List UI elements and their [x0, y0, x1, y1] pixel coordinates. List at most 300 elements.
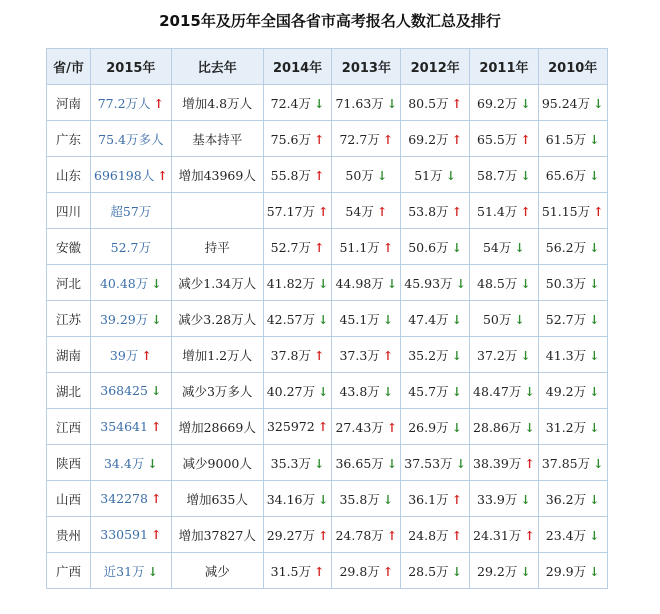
value-2015-cell — [91, 301, 172, 337]
province-cell: 河南 — [47, 85, 91, 121]
arrow-down-icon: ↓ — [520, 563, 531, 579]
value-2015-cell-value: 342278 — [100, 491, 148, 506]
arrow-down-icon: ↓ — [593, 455, 604, 471]
change-cell: 减少9000人 — [171, 445, 263, 481]
arrow-down-icon: ↓ — [589, 275, 600, 291]
province-cell: 湖南 — [47, 337, 91, 373]
value-2015-cell-value: 330591 — [100, 527, 148, 542]
value-2014-cell — [263, 85, 332, 121]
value-2013-cell — [332, 85, 401, 121]
province-cell: 山西 — [47, 481, 91, 517]
change-cell: 增加4.8万人 — [171, 85, 263, 121]
value-2013-cell — [332, 481, 401, 517]
arrow-up-icon: ↑ — [153, 95, 165, 111]
value-2011-cell-value: 33.9万 — [477, 491, 518, 507]
arrow-down-icon: ↓ — [318, 383, 329, 399]
arrow-down-icon: ↓ — [455, 275, 467, 291]
value-2011-cell — [470, 85, 539, 121]
arrow-up-icon: ↑ — [520, 131, 531, 147]
arrow-up-icon: ↑ — [524, 527, 535, 543]
arrow-up-icon: ↑ — [382, 239, 394, 255]
value-2013-cell — [332, 265, 401, 301]
value-2013-cell-value: 29.8万 — [339, 563, 380, 579]
arrow-down-icon: ↓ — [589, 563, 600, 579]
value-2014-cell — [263, 517, 332, 553]
value-2014-cell-value: 35.3万 — [270, 455, 312, 471]
value-2015-cell — [91, 445, 172, 481]
arrow-down-icon: ↓ — [382, 491, 394, 507]
value-2012-cell-value: 80.5万 — [408, 95, 449, 111]
value-2015-cell — [91, 481, 172, 517]
value-2012-cell-value: 35.2万 — [408, 347, 449, 363]
value-2013-cell — [332, 409, 401, 445]
value-2012-cell — [401, 373, 470, 409]
value-2015-cell — [91, 553, 172, 589]
value-2013-cell-value: 43.8万 — [339, 383, 380, 399]
value-2011-cell-value: 58.7万 — [477, 167, 518, 183]
value-2013-cell — [332, 301, 401, 337]
value-2011-cell-value: 69.2万 — [477, 95, 518, 111]
arrow-up-icon: ↑ — [150, 527, 162, 542]
value-2012-cell — [401, 85, 470, 121]
value-2010-cell-value: 23.4万 — [545, 527, 587, 543]
value-2010-cell-value: 41.3万 — [545, 347, 587, 363]
value-2010-cell-value: 31.2万 — [545, 419, 587, 435]
table-row — [47, 553, 608, 589]
value-2010-cell-value: 51.15万 — [541, 203, 591, 219]
value-2010-cell-value: 37.85万 — [541, 455, 591, 471]
value-2010-cell — [538, 517, 607, 553]
province-cell: 山东 — [47, 157, 91, 193]
arrow-down-icon: ↓ — [314, 95, 325, 111]
province-cell: 四川 — [47, 193, 91, 229]
arrow-up-icon: ↑ — [314, 347, 325, 363]
value-2014-cell-value: 325972 — [266, 419, 315, 434]
value-2012-cell — [401, 337, 470, 373]
arrow-down-icon: ↓ — [593, 95, 604, 111]
value-2011-cell — [470, 193, 539, 229]
header-change: 比去年 — [171, 49, 263, 85]
value-2015-cell — [91, 373, 172, 409]
value-2013-cell — [332, 229, 401, 265]
value-2010-cell — [538, 121, 607, 157]
value-2012-cell — [401, 121, 470, 157]
value-2011-cell — [470, 445, 539, 481]
arrow-up-icon: ↑ — [451, 203, 463, 219]
arrow-up-icon: ↑ — [382, 563, 394, 579]
province-cell: 安徽 — [47, 229, 91, 265]
table-row — [47, 517, 608, 553]
change-cell: 基本持平 — [171, 121, 263, 157]
arrow-down-icon: ↓ — [589, 167, 600, 183]
arrow-down-icon: ↓ — [382, 311, 394, 327]
value-2011-cell — [470, 481, 539, 517]
arrow-up-icon: ↑ — [382, 131, 394, 147]
table-row — [47, 373, 608, 409]
arrow-up-icon: ↑ — [451, 131, 463, 147]
arrow-up-icon: ↑ — [317, 419, 329, 434]
change-cell: 增加37827人 — [171, 517, 263, 553]
arrow-up-icon: ↑ — [157, 167, 168, 183]
value-2010-cell-value: 65.6万 — [545, 167, 587, 183]
arrow-down-icon: ↓ — [150, 383, 162, 398]
value-2014-cell-value: 55.8万 — [270, 167, 312, 183]
page-title: 2015年及历年全国各省市高考报名人数汇总及排行 — [159, 12, 501, 30]
value-2015-cell-value: 52.7万 — [110, 239, 152, 255]
value-2015-cell-value: 近31万 — [103, 563, 145, 579]
change-cell: 持平 — [171, 229, 263, 265]
value-2015-cell — [91, 265, 172, 301]
value-2013-cell-value: 72.7万 — [339, 131, 380, 147]
value-2013-cell — [332, 157, 401, 193]
arrow-down-icon: ↓ — [520, 95, 531, 111]
value-2014-cell-value: 41.82万 — [266, 275, 315, 291]
change-cell: 减少3万多人 — [171, 373, 263, 409]
value-2011-cell — [470, 121, 539, 157]
value-2015-cell — [91, 157, 172, 193]
value-2012-cell — [401, 409, 470, 445]
table-row — [47, 265, 608, 301]
table-row — [47, 229, 608, 265]
value-2011-cell — [470, 265, 539, 301]
value-2014-cell-value: 29.27万 — [266, 527, 315, 543]
value-2015-cell — [91, 409, 172, 445]
value-2010-cell-value: 29.9万 — [545, 563, 587, 579]
value-2010-cell-value: 36.2万 — [545, 491, 587, 507]
arrow-up-icon: ↑ — [451, 527, 463, 543]
value-2010-cell — [538, 157, 607, 193]
arrow-down-icon: ↓ — [445, 167, 457, 183]
value-2011-cell — [470, 337, 539, 373]
header-province: 省/市 — [47, 49, 91, 85]
arrow-up-icon: ↑ — [524, 455, 535, 471]
value-2010-cell-value: 50.3万 — [545, 275, 587, 291]
value-2010-cell — [538, 337, 607, 373]
value-2012-cell — [401, 301, 470, 337]
arrow-up-icon: ↑ — [150, 491, 162, 506]
value-2011-cell — [470, 157, 539, 193]
value-2013-cell — [332, 517, 401, 553]
value-2015-cell-value: 77.2万人 — [97, 95, 151, 111]
value-2011-cell-value: 51.4万 — [477, 203, 518, 219]
arrow-down-icon: ↓ — [589, 131, 600, 147]
value-2010-cell — [538, 85, 607, 121]
value-2011-cell-value: 54万 — [482, 239, 512, 255]
value-2014-cell-value: 42.57万 — [266, 311, 315, 327]
arrow-down-icon: ↓ — [524, 383, 535, 399]
arrow-up-icon: ↑ — [314, 167, 325, 183]
arrow-down-icon: ↓ — [451, 563, 463, 579]
value-2014-cell — [263, 121, 332, 157]
header-2014: 2014年 — [263, 49, 332, 85]
value-2014-cell — [263, 193, 332, 229]
arrow-up-icon: ↑ — [376, 203, 388, 219]
value-2010-cell-value: 95.24万 — [541, 95, 591, 111]
arrow-down-icon: ↓ — [524, 419, 535, 435]
value-2013-cell — [332, 193, 401, 229]
value-2013-cell-value: 50万 — [345, 167, 374, 183]
arrow-down-icon: ↓ — [151, 275, 162, 291]
arrow-down-icon: ↓ — [520, 347, 531, 363]
value-2013-cell-value: 71.63万 — [335, 95, 384, 111]
value-2015-cell — [91, 229, 172, 265]
ranking-table — [46, 48, 608, 589]
arrow-up-icon: ↑ — [318, 527, 329, 543]
arrow-down-icon: ↓ — [589, 239, 600, 255]
arrow-down-icon: ↓ — [589, 491, 600, 507]
arrow-down-icon: ↓ — [386, 455, 398, 471]
value-2014-cell — [263, 481, 332, 517]
value-2015-cell-value: 39万 — [109, 347, 139, 363]
value-2015-cell-value: 368425 — [100, 383, 148, 398]
value-2010-cell-value: 49.2万 — [545, 383, 587, 399]
arrow-up-icon: ↑ — [520, 203, 531, 219]
value-2015-cell-value: 354641 — [100, 419, 148, 434]
value-2014-cell-value: 52.7万 — [270, 239, 312, 255]
province-cell: 湖北 — [47, 373, 91, 409]
arrow-up-icon: ↑ — [141, 347, 152, 363]
value-2010-cell — [538, 553, 607, 589]
header-2015: 2015年 — [91, 49, 172, 85]
value-2014-cell-value: 31.5万 — [270, 563, 312, 579]
arrow-up-icon: ↑ — [318, 203, 329, 219]
value-2013-cell-value: 54万 — [345, 203, 374, 219]
arrow-up-icon: ↑ — [382, 347, 394, 363]
header-2013: 2013年 — [332, 49, 401, 85]
arrow-up-icon: ↑ — [314, 239, 325, 255]
header-row — [47, 49, 608, 85]
value-2015-cell — [91, 337, 172, 373]
value-2013-cell — [332, 121, 401, 157]
value-2012-cell-value: 28.5万 — [408, 563, 449, 579]
value-2014-cell — [263, 553, 332, 589]
arrow-down-icon: ↓ — [455, 455, 467, 471]
arrow-down-icon: ↓ — [589, 527, 600, 543]
value-2012-cell — [401, 229, 470, 265]
value-2011-cell-value: 48.47万 — [473, 383, 522, 399]
value-2010-cell — [538, 229, 607, 265]
arrow-down-icon: ↓ — [318, 275, 329, 291]
arrow-down-icon: ↓ — [318, 491, 329, 507]
arrow-down-icon: ↓ — [451, 311, 463, 327]
value-2011-cell-value: 38.39万 — [473, 455, 522, 471]
arrow-down-icon: ↓ — [386, 95, 398, 111]
value-2014-cell — [263, 373, 332, 409]
header-2012: 2012年 — [401, 49, 470, 85]
value-2013-cell-value: 35.8万 — [339, 491, 380, 507]
arrow-down-icon: ↓ — [382, 383, 394, 399]
value-2014-cell — [263, 409, 332, 445]
value-2015-cell-value: 75.4万多人 — [98, 131, 164, 147]
province-cell: 河北 — [47, 265, 91, 301]
value-2015-cell — [91, 517, 172, 553]
value-2010-cell-value: 56.2万 — [545, 239, 587, 255]
province-cell: 江苏 — [47, 301, 91, 337]
arrow-down-icon: ↓ — [376, 167, 388, 183]
arrow-down-icon: ↓ — [147, 563, 159, 579]
value-2012-cell — [401, 157, 470, 193]
value-2012-cell-value: 37.53万 — [404, 455, 453, 471]
value-2014-cell — [263, 301, 332, 337]
header-2011: 2011年 — [470, 49, 539, 85]
value-2010-cell — [538, 409, 607, 445]
table-row — [47, 121, 608, 157]
value-2013-cell-value: 51.1万 — [339, 239, 380, 255]
value-2010-cell — [538, 445, 607, 481]
value-2012-cell-value: 45.7万 — [408, 383, 449, 399]
table-row — [47, 157, 608, 193]
value-2014-cell — [263, 337, 332, 373]
value-2010-cell — [538, 265, 607, 301]
value-2012-cell — [401, 445, 470, 481]
arrow-up-icon: ↑ — [386, 419, 398, 435]
table-row — [47, 409, 608, 445]
value-2012-cell-value: 69.2万 — [408, 131, 449, 147]
value-2015-cell — [91, 193, 172, 229]
value-2012-cell — [401, 265, 470, 301]
arrow-down-icon: ↓ — [520, 491, 531, 507]
value-2013-cell-value: 37.3万 — [339, 347, 380, 363]
change-cell: 减少1.34万人 — [171, 265, 263, 301]
value-2010-cell-value: 61.5万 — [545, 131, 587, 147]
value-2011-cell — [470, 229, 539, 265]
value-2015-cell-value: 696198人 — [94, 167, 155, 183]
value-2013-cell-value: 27.43万 — [335, 419, 384, 435]
table-row — [47, 337, 608, 373]
province-cell: 陕西 — [47, 445, 91, 481]
value-2011-cell-value: 65.5万 — [477, 131, 518, 147]
value-2015-cell-value: 超57万 — [110, 203, 152, 219]
value-2012-cell-value: 45.93万 — [404, 275, 453, 291]
value-2013-cell-value: 45.1万 — [339, 311, 380, 327]
value-2014-cell — [263, 265, 332, 301]
value-2014-cell-value: 75.6万 — [270, 131, 312, 147]
arrow-down-icon: ↓ — [520, 275, 531, 291]
value-2012-cell-value: 26.9万 — [408, 419, 449, 435]
value-2013-cell — [332, 553, 401, 589]
arrow-down-icon: ↓ — [514, 239, 525, 255]
value-2015-cell — [91, 121, 172, 157]
province-cell: 广西 — [47, 553, 91, 589]
table-row — [47, 85, 608, 121]
value-2011-cell — [470, 373, 539, 409]
value-2014-cell-value: 72.4万 — [270, 95, 312, 111]
arrow-up-icon: ↑ — [451, 491, 463, 507]
arrow-down-icon: ↓ — [451, 419, 463, 435]
arrow-down-icon: ↓ — [314, 455, 325, 471]
value-2012-cell-value: 36.1万 — [408, 491, 449, 507]
value-2014-cell-value: 40.27万 — [266, 383, 315, 399]
value-2014-cell-value: 37.8万 — [270, 347, 312, 363]
change-cell: 增加1.2万人 — [171, 337, 263, 373]
arrow-down-icon: ↓ — [589, 347, 600, 363]
value-2015-cell — [91, 85, 172, 121]
value-2011-cell-value: 37.2万 — [477, 347, 518, 363]
arrow-down-icon: ↓ — [451, 383, 463, 399]
arrow-down-icon: ↓ — [386, 275, 398, 291]
value-2010-cell — [538, 481, 607, 517]
arrow-down-icon: ↓ — [147, 455, 158, 471]
value-2014-cell — [263, 445, 332, 481]
value-2011-cell — [470, 301, 539, 337]
arrow-down-icon: ↓ — [318, 311, 329, 327]
table-body — [47, 85, 608, 589]
value-2012-cell — [401, 193, 470, 229]
arrow-down-icon: ↓ — [451, 347, 463, 363]
arrow-down-icon: ↓ — [151, 311, 162, 327]
arrow-up-icon: ↑ — [314, 131, 325, 147]
arrow-down-icon: ↓ — [520, 167, 531, 183]
change-cell: 减少3.28万人 — [171, 301, 263, 337]
value-2010-cell-value: 52.7万 — [545, 311, 587, 327]
value-2015-cell-value: 34.4万 — [103, 455, 145, 471]
arrow-up-icon: ↑ — [314, 563, 325, 579]
value-2011-cell-value: 28.86万 — [473, 419, 522, 435]
table-row — [47, 445, 608, 481]
arrow-down-icon: ↓ — [451, 239, 463, 255]
value-2011-cell — [470, 517, 539, 553]
table-row — [47, 301, 608, 337]
value-2012-cell-value: 47.4万 — [408, 311, 449, 327]
arrow-down-icon: ↓ — [514, 311, 525, 327]
arrow-down-icon: ↓ — [589, 311, 600, 327]
value-2012-cell — [401, 553, 470, 589]
value-2011-cell-value: 29.2万 — [477, 563, 518, 579]
table-row — [47, 193, 608, 229]
value-2013-cell-value: 44.98万 — [335, 275, 384, 291]
arrow-up-icon: ↑ — [593, 203, 604, 219]
value-2012-cell — [401, 517, 470, 553]
value-2012-cell-value: 51万 — [414, 167, 443, 183]
value-2015-cell-value: 39.29万 — [99, 311, 149, 327]
value-2010-cell — [538, 301, 607, 337]
change-cell — [171, 193, 263, 229]
table-row — [47, 481, 608, 517]
arrow-down-icon: ↓ — [589, 419, 600, 435]
value-2012-cell-value: 24.8万 — [408, 527, 449, 543]
province-cell: 广东 — [47, 121, 91, 157]
province-cell: 贵州 — [47, 517, 91, 553]
value-2014-cell-value: 34.16万 — [266, 491, 315, 507]
value-2012-cell — [401, 481, 470, 517]
province-cell: 江西 — [47, 409, 91, 445]
value-2013-cell — [332, 445, 401, 481]
value-2014-cell — [263, 157, 332, 193]
arrow-down-icon: ↓ — [589, 383, 600, 399]
value-2011-cell — [470, 553, 539, 589]
value-2011-cell-value: 50万 — [482, 311, 512, 327]
change-cell: 减少 — [171, 553, 263, 589]
value-2014-cell — [263, 229, 332, 265]
value-2012-cell-value: 50.6万 — [408, 239, 449, 255]
value-2010-cell — [538, 373, 607, 409]
arrow-up-icon: ↑ — [150, 419, 162, 434]
value-2014-cell-value: 57.17万 — [266, 203, 315, 219]
value-2012-cell-value: 53.8万 — [408, 203, 449, 219]
value-2013-cell — [332, 373, 401, 409]
value-2011-cell-value: 48.5万 — [477, 275, 518, 291]
value-2013-cell-value: 24.78万 — [335, 527, 384, 543]
change-cell: 增加28669人 — [171, 409, 263, 445]
arrow-up-icon: ↑ — [386, 527, 398, 543]
header-2010: 2010年 — [538, 49, 607, 85]
value-2011-cell — [470, 409, 539, 445]
change-cell: 增加43969人 — [171, 157, 263, 193]
value-2013-cell — [332, 337, 401, 373]
value-2010-cell — [538, 193, 607, 229]
value-2015-cell-value: 40.48万 — [99, 275, 149, 291]
change-cell: 增加635人 — [171, 481, 263, 517]
